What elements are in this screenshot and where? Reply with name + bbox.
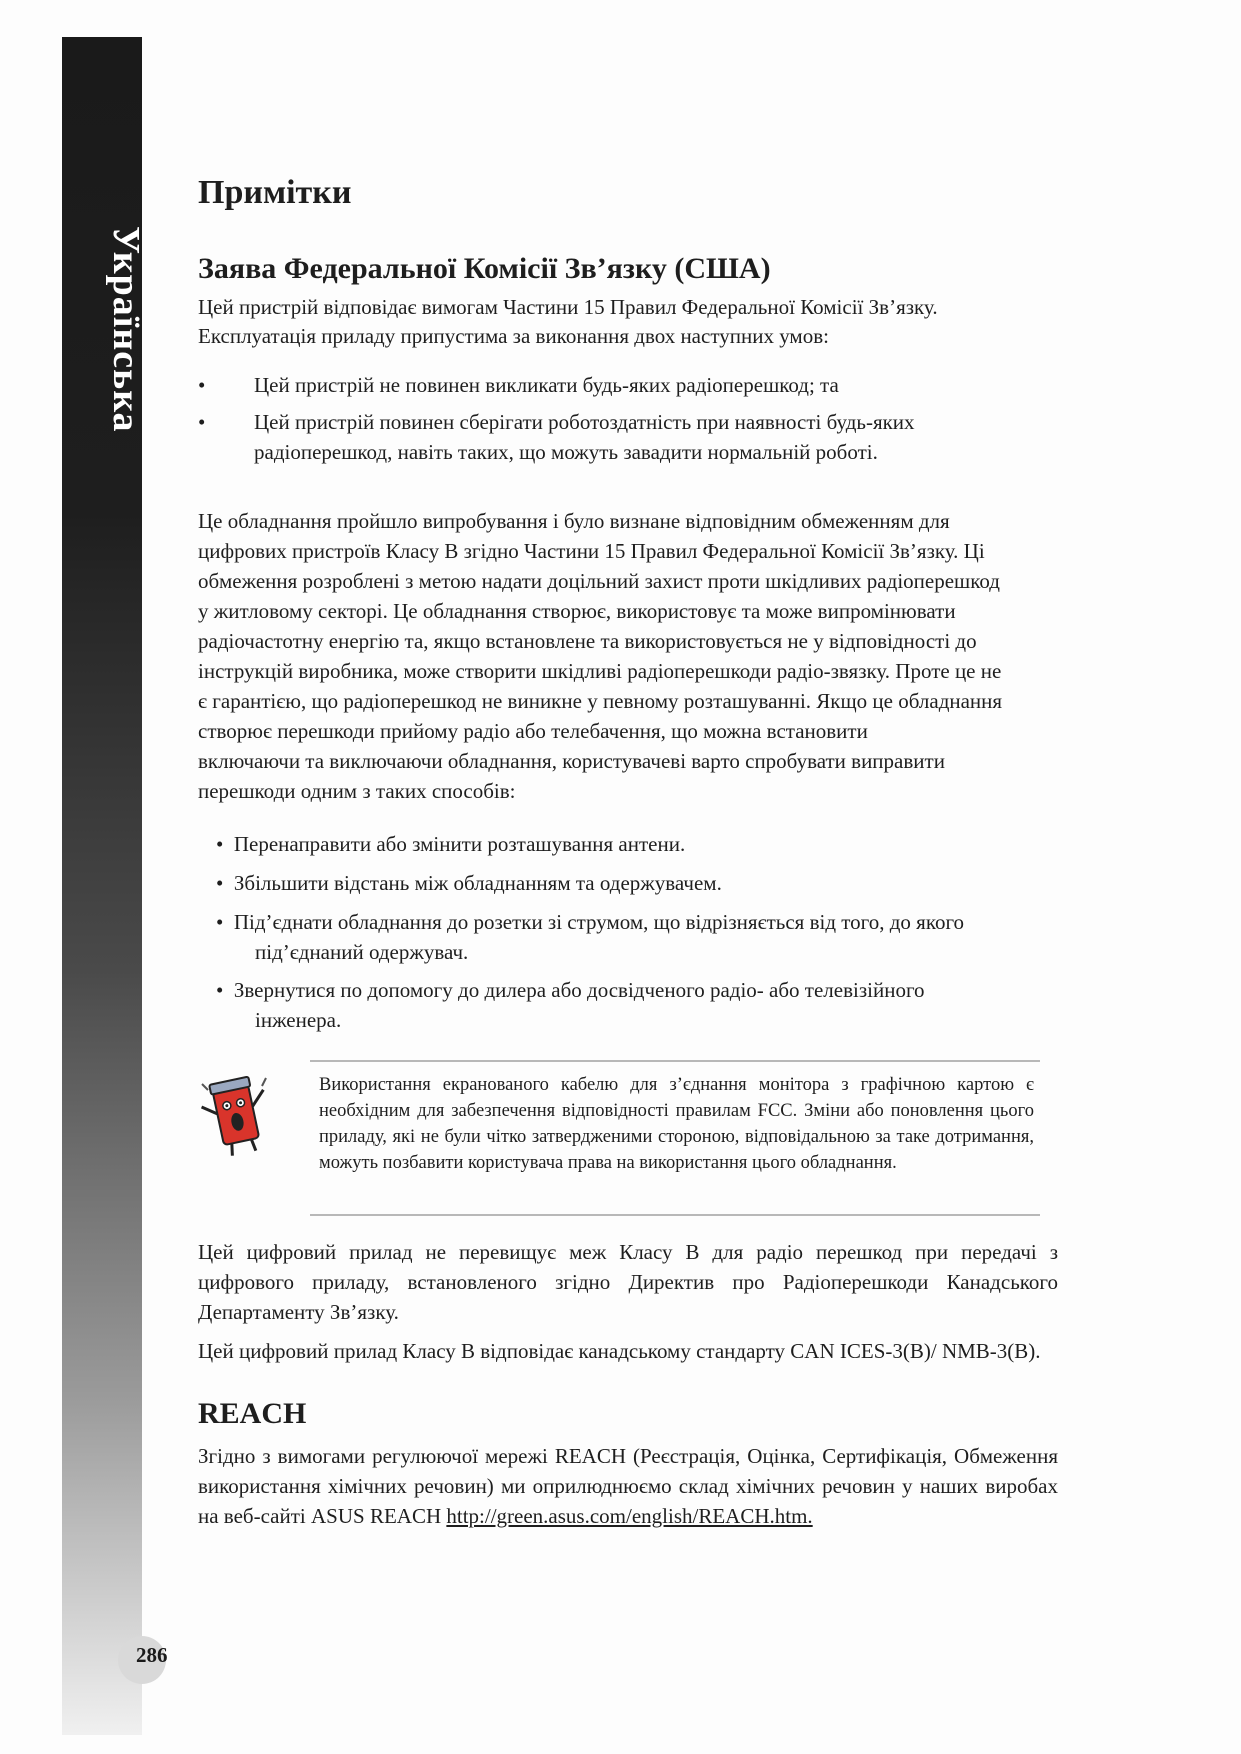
fcc-condition-text: Цей пристрій повинен сберігати роботоздатність при наявності будь-яких радіоперешкод, навіть таких, що можуть завадити нормальній роботі. <box>254 410 915 464</box>
fcc-paragraph-line: обмеження розроблені з метою надати доцільний захист проти шкідливих радіоперешкод <box>198 569 1000 593</box>
bullet-icon: • <box>198 410 206 434</box>
fcc-intro-line-1: Цей пристрій відповідає вимогам Частини 15 Правил Федеральної Комісії Зв’язку. <box>198 295 938 319</box>
remedy-text: • Під’єднати обладнання до розетки зі струмом, що відрізняється від того, до якого під’єднаний одержувач. <box>216 910 965 964</box>
fcc-paragraph-line: Це обладнання пройшло випробування і було визнане відповідним обмеженням для <box>198 509 950 533</box>
remedy-item <box>198 975 1058 1035</box>
remedy-text: • Звернутися по допомогу до дилера або досвідченого радіо- або телевізійного інженера. <box>216 978 925 1032</box>
fcc-paragraph-line: є гарантією, що радіоперешкод не виникне у певному розташуванні. Якщо це обладнання <box>198 689 1003 713</box>
warning-mascot-icon <box>196 1070 276 1160</box>
fcc-paragraph-line: перешкоди одним з таких способів: <box>198 779 516 803</box>
remedy-text: • Перенаправити або змінити розташування антени. <box>216 832 686 856</box>
fcc-paragraph-line: радіочастотну енергію та, якщо встановлене та використовується не у відповідності до <box>198 629 977 653</box>
remedy-item <box>198 868 1058 898</box>
fcc-paragraph-line: створює перешкоди прийому радіо або телебачення, що можна встановити <box>198 719 868 743</box>
remedy-text: • Збільшити відстань між обладнанням та одержувачем. <box>216 871 722 895</box>
canada-paragraph-2: Цей цифровий прилад Класу В відповідає канадському стандарту CAN ICES-3(B)/ NMB-3(B). <box>198 1339 1041 1363</box>
fcc-condition-text: Цей пристрій не повинен викликати будь-яких радіоперешкод; та <box>254 373 839 397</box>
reach-link[interactable]: http://green.asus.com/english/REACH.htm. <box>446 1504 813 1528</box>
fcc-paragraph-line: цифрових пристроїв Класу В згідно Частини 15 Правил Федеральної Комісії Зв’язку. Ці <box>198 539 985 563</box>
fcc-paragraph-line: інструкцій виробника, може створити шкідливі радіоперешкоди радіо-звязку. Проте це не <box>198 659 1002 683</box>
fcc-paragraph-line: у житловому секторі. Це обладнання створює, використовує та може випромінювати <box>198 599 956 623</box>
bullet-icon: • <box>198 373 206 397</box>
reach-text: Згідно з вимогами регулюючої мережі REACH (Реєстрація, Оцінка, Сертифікація, Обмеження використання хімічних речовин) ми оприлюднюємо склад хімічних речовин у наших виробах на веб-сайті ASUS REACH <box>198 1444 1058 1528</box>
reach-paragraph <box>198 1441 1058 1531</box>
page-title: Примітки <box>198 174 352 211</box>
fcc-heading: Заява Федеральної Комісії Зв’язку (США) <box>198 252 771 285</box>
language-tab-label: Українська <box>105 226 147 433</box>
canada-paragraph-1: Цей цифровий прилад не перевищує меж Класу В для радіо перешкод при передачі з цифрового приладу, встановленого згідно Директив про Радіоперешкоди Канадського Департаменту Зв’язку. <box>198 1240 1058 1324</box>
note-box <box>310 1060 1040 1216</box>
fcc-paragraph-line: включаючи та виключаючи обладнання, користувачеві варто спробувати виправити <box>198 749 945 773</box>
page-number: 286 <box>136 1643 168 1667</box>
remedy-item <box>198 829 1058 859</box>
note-text: Використання екранованого кабелю для з’єднання монітора з графічною картою є необхідним для забезпечення відповідності правилам FCC. Зміни або поновлення цього приладу, які не були чітко затвердженими стороною, відповідальною за таке дотримання, можуть позбавити користувача права на використання цього обладнання. <box>319 1075 1034 1173</box>
reach-heading: REACH <box>198 1397 307 1430</box>
fcc-intro-line-2: Експлуатація приладу припустима за виконання двох наступних умов: <box>198 324 829 348</box>
remedy-item <box>198 907 1058 967</box>
